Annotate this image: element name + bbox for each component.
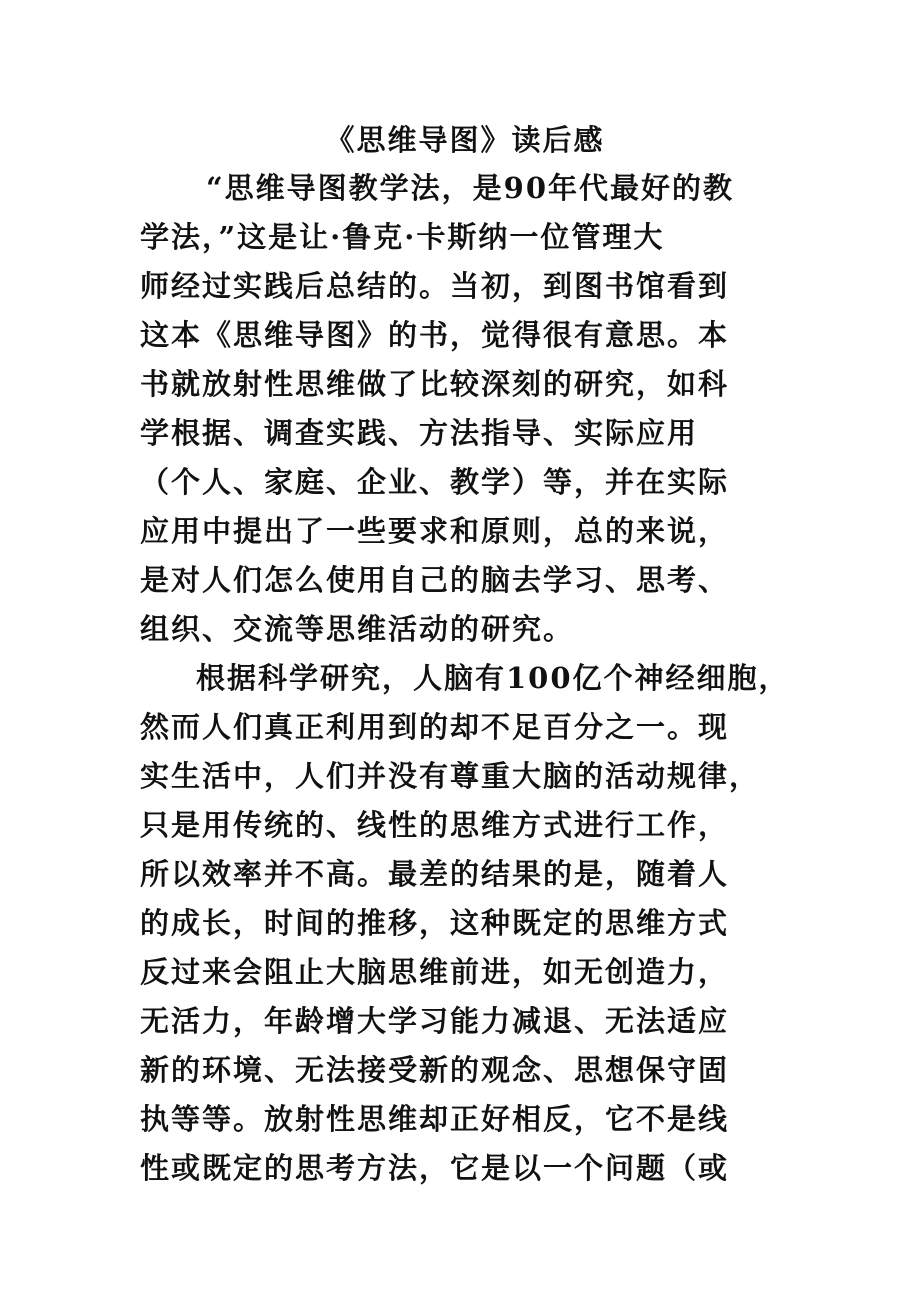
text-line: 学法，”这是让·鲁克·卡斯纳一位管理大 [140, 220, 665, 254]
text-line: 然而人们真正利用到的却不足百分之一。现 [140, 710, 730, 744]
text-line: 执等等。放射性思维却正好相反，它不是线 [140, 1102, 730, 1136]
text-line: 师经过实践后总结的。当初，到图书馆看到 [140, 269, 730, 303]
text-line: 这本《思维导图》的书，觉得很有意思。本 [140, 318, 730, 352]
text-line: 是对人们怎么使用自己的脑去学习、思考、 [140, 563, 730, 597]
text-line: 新的环境、无法接受新的观念、思想保守固 [140, 1053, 730, 1087]
text-line: 组织、交流等思维活动的研究。 [140, 612, 575, 646]
document-body [140, 116, 790, 1193]
text-line: 无活力，年龄增大学习能力减退、无法适应 [140, 1004, 730, 1038]
text-line: 所以效率并不高。最差的结果的是，随着人 [140, 857, 730, 891]
text-line: 书就放射性思维做了比较深刻的研究，如科 [140, 367, 730, 401]
text-line: 性或既定的思考方法，它是以一个问题（或 [140, 1151, 730, 1185]
text-line: 只是用传统的、线性的思维方式进行工作， [140, 808, 730, 842]
text-line: 根据科学研究，人脑有100亿个神经细胞， [196, 661, 790, 695]
text-line: （个人、家庭、企业、教学）等，并在实际 [140, 465, 730, 499]
text-line: 的成长，时间的推移，这种既定的思维方式 [140, 906, 730, 940]
text-line: 学根据、调查实践、方法指导、实际应用 [140, 416, 699, 450]
text-line: “思维导图教学法，是90年代最好的教 [206, 171, 735, 205]
text-line: 应用中提出了一些要求和原则，总的来说， [140, 514, 730, 548]
document-title: 《思维导图》读后感 [325, 123, 605, 157]
text-line: 实生活中，人们并没有尊重大脑的活动规律， [140, 759, 761, 793]
text-line: 反过来会阻止大脑思维前进，如无创造力， [140, 955, 730, 989]
